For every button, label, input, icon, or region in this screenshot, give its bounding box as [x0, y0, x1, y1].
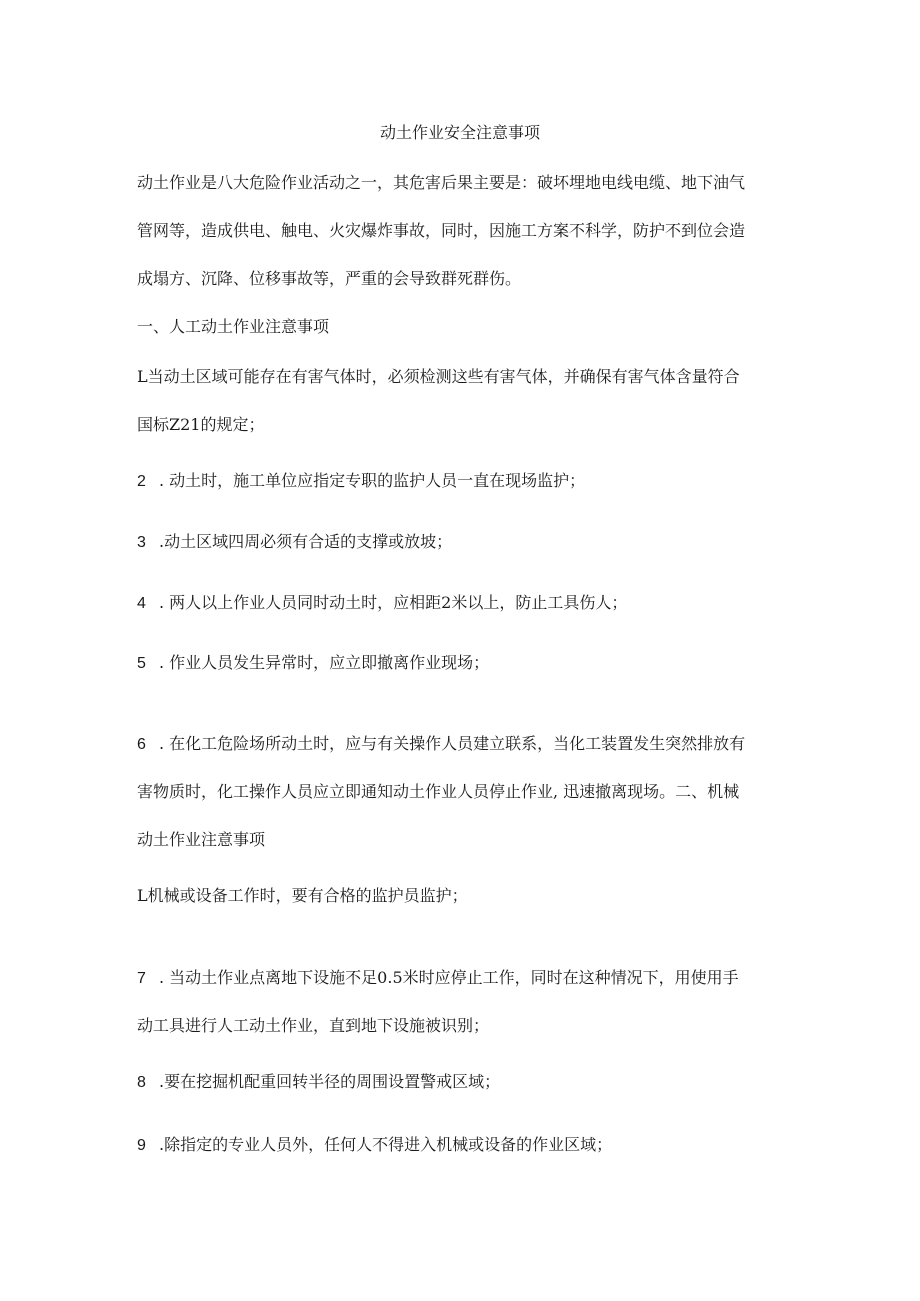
item-text: . 作业人员发生异常时，应立即撤离作业现场；	[159, 653, 490, 672]
list-item-7	[137, 967, 797, 990]
item-text: .除指定的专业人员外，任何人不得进入机械或设备的作业区域；	[159, 1135, 613, 1154]
item-number: 7	[137, 970, 146, 987]
list-item-5	[137, 652, 797, 675]
item-text: . 在化工危险场所动土时，应与有关操作人员建立联系，当化工装置发生突然排放有	[159, 734, 746, 753]
item-number: 2	[137, 473, 146, 490]
list-item-2	[137, 470, 797, 493]
list-item-8	[137, 1071, 797, 1094]
list-item-9	[137, 1134, 797, 1157]
item-text: . 当动土作业点离地下设施不足0.5米时应停止工作，同时在这种情况下，用使用手	[159, 968, 739, 987]
item-6-line-2: 害物质时，化工操作人员应立即通知动土作业人员停止作业, 迅速撤离现场。二、机械	[137, 782, 740, 801]
section-heading-manual: 一、人工动土作业注意事项	[137, 317, 330, 336]
item-text: . 两人以上作业人员同时动土时，应相距2米以上，防止工具伤人；	[159, 593, 628, 612]
list-item-6	[137, 733, 797, 756]
item-number: 3	[137, 534, 146, 551]
item-l2: L机械或设备工作时，要有合格的监护员监护；	[137, 886, 468, 905]
item-number: 9	[137, 1137, 146, 1154]
item-7-line-2: 动工具进行人工动土作业，直到地下设施被识别；	[137, 1016, 490, 1035]
item-6-line-3: 动土作业注意事项	[137, 830, 266, 849]
item-text: . 动土时，施工单位应指定专职的监护人员一直在现场监护；	[159, 471, 586, 490]
item-number: 6	[137, 736, 146, 753]
item-number: 8	[137, 1074, 146, 1091]
intro-line-1: 动土作业是八大危险作业活动之一，其危害后果主要是：破坏埋地电线电缆、地下油气	[137, 173, 746, 192]
item-number: 5	[137, 655, 146, 672]
item-l1-line-2: 国标Z21的规定；	[137, 415, 265, 434]
item-number: 4	[137, 595, 146, 612]
page-title: 动土作业安全注意事项	[379, 123, 540, 142]
intro-line-3: 成塌方、沉降、位移事故等，严重的会导致群死群伤。	[137, 269, 522, 288]
item-text: .要在挖掘机配重回转半径的周围设置警戒区域；	[159, 1072, 501, 1091]
list-item-3	[137, 531, 797, 554]
item-l1-line-1: L当动土区域可能存在有害气体时，必须检测这些有害气体，并确保有害气体含量符合	[137, 367, 740, 386]
intro-line-2: 管网等，造成供电、触电、火灾爆炸事故，同时，因施工方案不科学，防护不到位会造	[137, 221, 746, 240]
item-text: .动土区域四周必须有合适的支撑或放坡；	[159, 532, 453, 551]
list-item-4	[137, 592, 797, 615]
